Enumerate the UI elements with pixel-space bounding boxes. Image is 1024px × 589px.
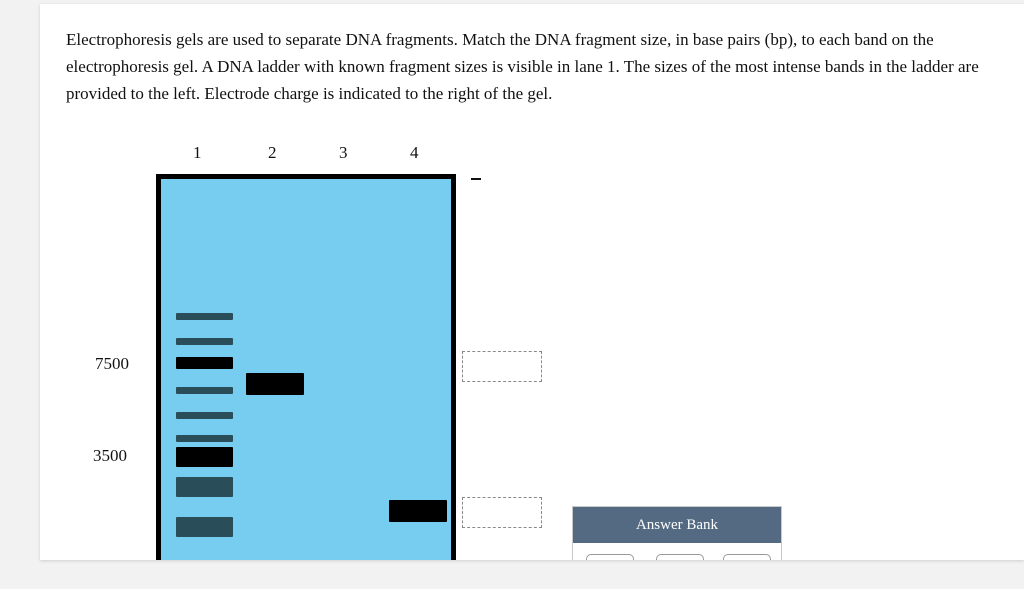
answer-chip[interactable] <box>586 554 634 560</box>
ladder-band-3500 <box>176 447 233 467</box>
ladder-band <box>176 387 233 394</box>
ladder-band-7500 <box>176 357 233 369</box>
ladder-label-7500: 7500 <box>95 354 129 373</box>
electrophoresis-gel <box>156 174 456 560</box>
lane-label-2: 2 <box>268 143 277 162</box>
drop-target-lane4-band[interactable] <box>462 497 542 528</box>
ladder-label-3500: 3500 <box>93 446 127 465</box>
lane-label-3: 3 <box>339 143 348 162</box>
ladder-band <box>176 313 233 320</box>
ladder-band <box>176 435 233 442</box>
negative-electrode-sign <box>471 178 481 180</box>
lane-label-4: 4 <box>410 143 419 162</box>
ladder-band <box>176 412 233 419</box>
ladder-band <box>176 338 233 345</box>
answer-bank <box>572 506 782 560</box>
drop-target-lane2-band[interactable] <box>462 351 542 382</box>
answer-chip[interactable] <box>723 554 771 560</box>
lane-label-1: 1 <box>193 143 202 162</box>
ladder-band <box>176 477 233 497</box>
lane2-band <box>246 373 304 395</box>
answer-chip[interactable] <box>656 554 704 560</box>
answer-bank-title: Answer Bank <box>573 507 781 543</box>
ladder-band <box>176 517 233 537</box>
question-card <box>40 4 1024 560</box>
lane4-band <box>389 500 447 522</box>
question-text: Electrophoresis gels are used to separate DNA fragments. Match the DNA fragment size, in base pairs (bp), to each band on the electrophoresis gel. A DNA ladder with known fragment sizes is visible in lane 1. The sizes of the most intense bands in the ladder are provided to the left. Electrode charge is indicated to the right of the gel. <box>66 30 979 103</box>
